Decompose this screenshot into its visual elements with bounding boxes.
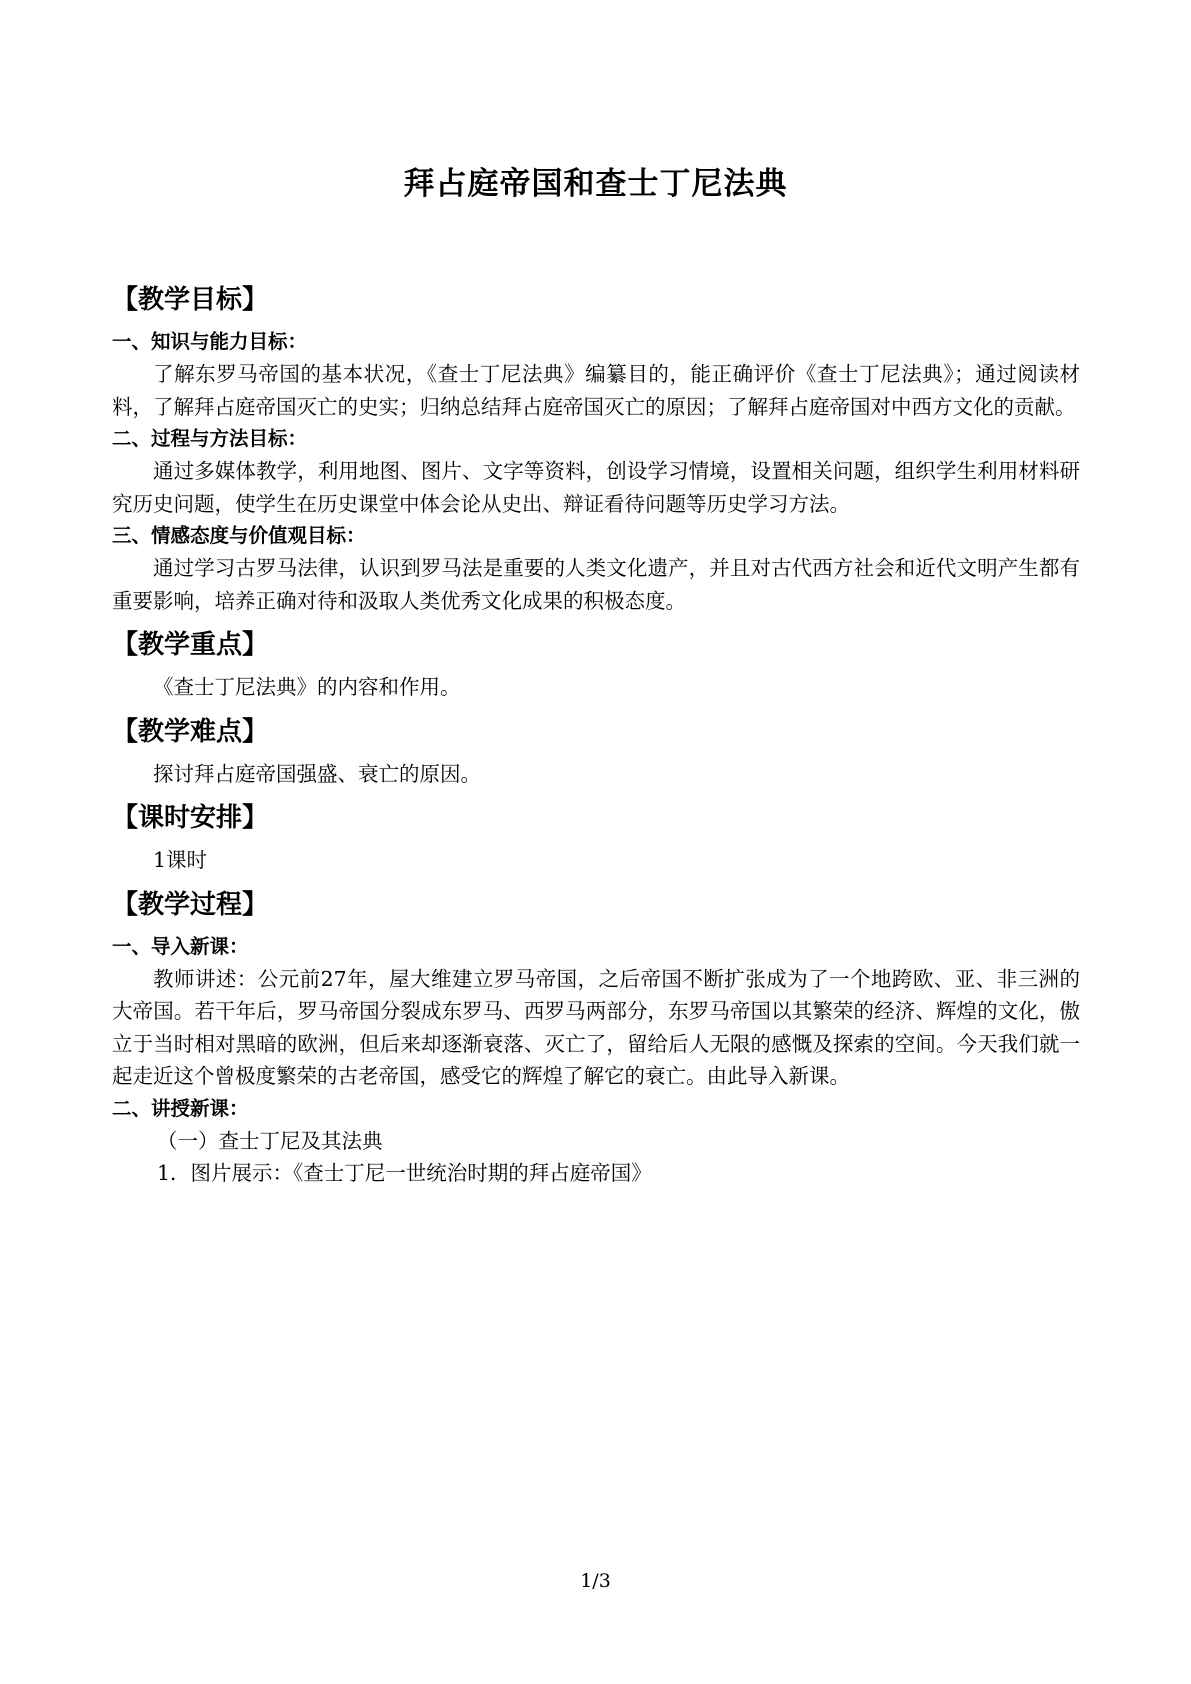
page-number: 1/3 — [580, 1570, 611, 1592]
document-title: 拜占庭帝国和查士丁尼法典 — [403, 166, 788, 202]
paragraph-intro: 教师讲述：公元前27年，屋大维建立罗马帝国，之后帝国不断扩张成为了一个地跨欧、亚、非三洲的大帝国。若干年后，罗马帝国分裂成东罗马、西罗马两部分，东罗马帝国以其繁荣的经济、辉煌的文化，傲立于当时相对黑暗的欧洲，但后来却逐渐衰落、灭亡了，留给后人无限的感慨及探索的空间。今天我们就一起走近这个曾极度繁荣的古老帝国，感受它的辉煌了解它的衰亡。由此导入新课。 — [112, 966, 1080, 1088]
subheading-attitude-goals: 三、情感态度与价值观目标： — [112, 524, 366, 547]
list-item-image-display: 1．图片展示：《查士丁尼一世统治时期的拜占庭帝国》 — [157, 1160, 652, 1185]
subheading-process-goals: 二、过程与方法目标： — [112, 427, 308, 450]
subheading-intro: 一、导入新课： — [112, 934, 249, 958]
subheading-knowledge-goals: 一、知识与能力目标： — [112, 330, 308, 353]
paragraph-attitude-goals: 通过学习古罗马法律，认识到罗马法是重要的人类文化遗产，并且对古代西方社会和近代文明产生都有重要影响，培养正确对待和汲取人类优秀文化成果的积极态度。 — [112, 556, 1080, 613]
subheading-new-lesson: 二、讲授新课： — [112, 1096, 249, 1120]
paragraph-process-goals: 通过多媒体教学，利用地图、图片、文字等资料，创设学习情境，设置相关问题，组织学生利用材料研究历史问题，使学生在历史课堂中体会论从史出、辩证看待问题等历史学习方法。 — [112, 459, 1080, 516]
paragraph-difficulties: 探讨拜占庭帝国强盛、衰亡的原因。 — [153, 761, 481, 786]
paragraph-knowledge-goals: 了解东罗马帝国的基本状况，《查士丁尼法典》编纂目的，能正确评价《查士丁尼法典》；通过阅读材料，了解拜占庭帝国灭亡的史实；归纳总结拜占庭帝国灭亡的原因；了解拜占庭帝国对中西方文化的贡献。 — [112, 362, 1080, 419]
section-heading-schedule: 【课时安排】 — [112, 803, 269, 833]
document-body — [112, 282, 1080, 1189]
section-heading-key-points: 【教学重点】 — [112, 630, 269, 660]
list-item-justinian-code: （一）查士丁尼及其法典 — [157, 1128, 383, 1153]
section-heading-difficulties: 【教学难点】 — [112, 716, 269, 747]
paragraph-key-points: 《查士丁尼法典》的内容和作用。 — [153, 675, 461, 699]
section-heading-process: 【教学过程】 — [112, 889, 269, 920]
section-heading-objectives: 【教学目标】 — [112, 285, 269, 315]
paragraph-schedule: 1课时 — [153, 848, 208, 872]
